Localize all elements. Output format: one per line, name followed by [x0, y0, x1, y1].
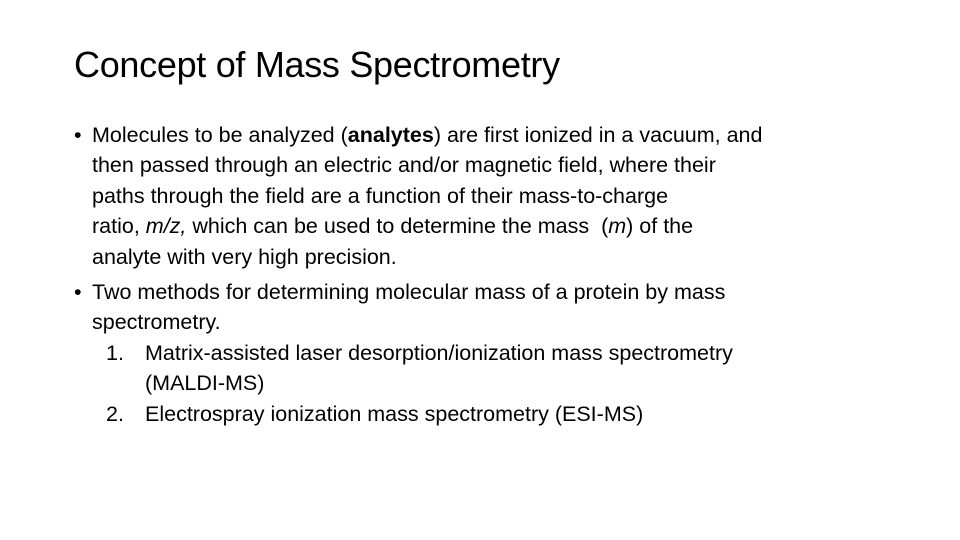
bullet-marker: •	[74, 123, 82, 147]
text-line: (MALDI-MS)	[145, 371, 265, 396]
text-line: analyte with very high precision.	[92, 244, 397, 269]
number-marker: 1.	[106, 340, 124, 365]
number-marker: 2.	[106, 401, 124, 426]
text-line: spectrometry.	[92, 310, 221, 335]
bullet-item	[74, 120, 874, 272]
bullet-marker: •	[74, 280, 82, 305]
text-run: ) of the	[626, 214, 694, 239]
text-run: which can be used to determine the mass (	[186, 214, 609, 239]
text-line: Two methods for determining molecular mass of a protein by mass	[92, 280, 726, 305]
bold-term: analytes	[347, 123, 434, 147]
italic-term: m	[608, 214, 627, 239]
text-line: Electrospray ionization mass spectrometry (ESI-MS)	[145, 401, 644, 426]
numbered-item	[92, 399, 874, 429]
text-run: ratio,	[92, 214, 146, 239]
numbered-item	[92, 338, 874, 399]
bullet-item	[74, 277, 874, 429]
text-line	[92, 120, 874, 150]
text-line	[92, 211, 874, 241]
text-line: paths through the field are a function of their mass-to-charge	[92, 183, 669, 208]
text-run: ) are first ionized in a vacuum, and	[433, 123, 763, 147]
text-line: then passed through an electric and/or magnetic field, where their	[92, 153, 716, 178]
slide-title: Concept of Mass Spectrometry	[74, 44, 560, 85]
text-run: Molecules to be analyzed (	[92, 123, 348, 147]
text-line: Matrix-assisted laser desorption/ionization mass spectrometry	[145, 340, 733, 365]
italic-term: m/z,	[145, 214, 187, 239]
slide-body	[74, 120, 874, 434]
